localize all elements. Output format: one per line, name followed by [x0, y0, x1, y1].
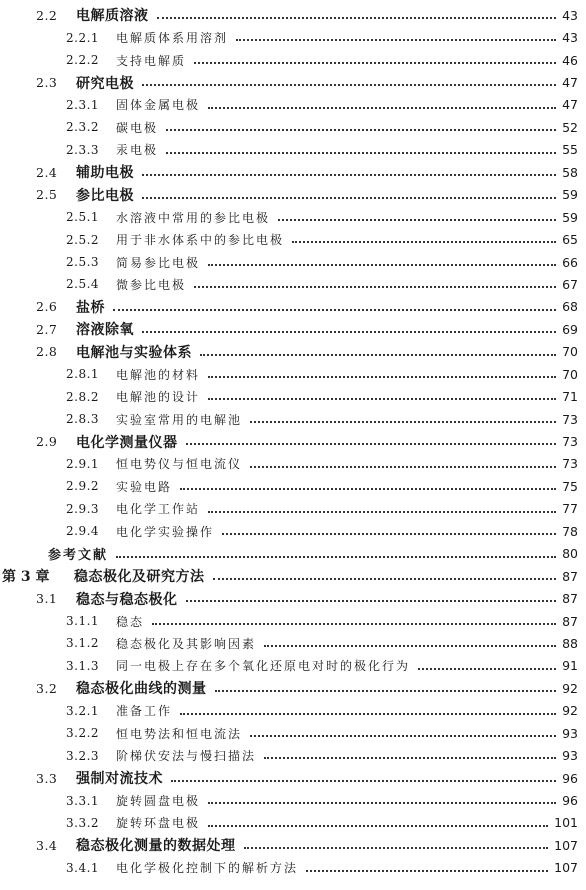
toc-entry — [0, 161, 586, 183]
toc-leader-dots — [180, 488, 556, 490]
toc-entry — [0, 184, 586, 206]
toc-entry-number: 2.8.2 — [66, 389, 100, 404]
toc-leader-dots — [166, 152, 556, 154]
toc-entry-page: 101 — [554, 815, 578, 831]
toc-entry-page: 70 — [562, 344, 578, 360]
toc-entry-number: 2.9.2 — [66, 479, 100, 494]
toc-entry — [0, 610, 586, 632]
toc-entry — [0, 318, 586, 340]
toc-entry-title: 稳态极化及研究方法 — [74, 569, 205, 586]
toc-entry-number: 3.4.1 — [66, 860, 100, 875]
toc-entry — [0, 543, 586, 565]
toc-entry-page: 67 — [562, 276, 578, 292]
toc-entry — [0, 71, 586, 93]
toc-entry-title: 盐桥 — [76, 299, 105, 316]
toc-entry — [0, 857, 586, 879]
toc-entry-number: 2.5 — [36, 187, 58, 203]
toc-entry-page: 43 — [562, 7, 578, 23]
toc-entry-page: 69 — [562, 321, 578, 337]
toc-entry-title: 电解池的设计 — [116, 390, 201, 405]
toc-entry-title: 研究电极 — [76, 75, 134, 92]
toc-entry-page: 78 — [562, 523, 578, 539]
toc-entry — [0, 26, 586, 48]
toc-entry-title: 水溶液中常用的参比电极 — [116, 210, 271, 225]
toc-entry — [0, 789, 586, 811]
toc-leader-dots — [236, 39, 556, 41]
toc-leader-dots — [264, 757, 556, 759]
toc-entry — [0, 834, 586, 856]
toc-leader-dots — [208, 107, 556, 109]
toc-entry-page: 96 — [562, 770, 578, 786]
toc-leader-dots — [213, 578, 557, 580]
toc-entry — [0, 430, 586, 452]
toc-entry-title: 电解池与实验体系 — [76, 344, 192, 361]
toc-entry-title: 电化学工作站 — [116, 502, 201, 517]
toc-entry-title: 汞电极 — [116, 143, 159, 158]
toc-entry-number: 3.3.1 — [66, 793, 100, 808]
toc-entry-number: 2.2 — [36, 7, 58, 23]
toc-entry-page: 73 — [562, 411, 578, 427]
toc-entry-number: 3.2.3 — [66, 748, 100, 763]
toc-entry-number: 3.1.1 — [66, 614, 100, 629]
toc-leader-dots — [250, 421, 556, 423]
toc-leader-dots — [186, 443, 557, 445]
toc-entry-number: 2.9.3 — [66, 501, 100, 516]
toc-entry-page: 107 — [554, 860, 578, 876]
toc-entry-title: 实验电路 — [116, 479, 173, 494]
toc-entry-title: 阶梯伏安法与慢扫描法 — [116, 749, 257, 764]
toc-leader-dots — [194, 286, 556, 288]
toc-entry-page: 73 — [562, 456, 578, 472]
toc-entry-title: 电化学测量仪器 — [76, 434, 178, 451]
toc-entry-page: 92 — [562, 680, 578, 696]
toc-leader-dots — [171, 780, 556, 782]
toc-entry-page: 65 — [562, 232, 578, 248]
toc-entry-title: 稳态极化及其影响因素 — [116, 636, 257, 651]
toc-leader-dots — [292, 241, 556, 243]
toc-entry-number: 2.8.1 — [66, 367, 100, 382]
toc-leader-dots — [142, 84, 556, 86]
toc-entry-number: 3.3.2 — [66, 815, 100, 830]
toc-leader-dots — [194, 62, 556, 64]
toc-entry — [0, 700, 586, 722]
toc-entry-title: 电化学极化控制下的解析方法 — [116, 861, 299, 876]
toc-entry — [0, 363, 586, 385]
toc-leader-dots — [116, 556, 556, 558]
toc-entry — [0, 722, 586, 744]
toc-entry-page: 46 — [562, 52, 578, 68]
toc-leader-dots — [142, 197, 556, 199]
toc-entry — [0, 94, 586, 116]
toc-entry — [0, 4, 586, 26]
toc-entry-title: 稳态 — [116, 614, 145, 629]
toc-entry — [0, 655, 586, 677]
toc-entry-page: 59 — [562, 187, 578, 203]
toc-entry-title: 参比电极 — [76, 187, 134, 204]
toc-entry — [0, 296, 586, 318]
toc-entry-number: 3.1 — [36, 591, 58, 607]
toc-entry-number: 2.3.2 — [66, 120, 100, 135]
toc-leader-dots — [142, 331, 556, 333]
toc-entry-number: 2.3.3 — [66, 142, 100, 157]
toc-leader-dots — [200, 354, 556, 356]
toc-entry-page: 70 — [562, 366, 578, 382]
toc-entry — [0, 520, 586, 542]
toc-entry-page: 91 — [562, 658, 578, 674]
toc-entry-title: 准备工作 — [116, 704, 173, 719]
toc-leader-dots — [418, 668, 556, 670]
toc-entry — [0, 408, 586, 430]
toc-entry-number: 2.3.1 — [66, 97, 100, 112]
toc-entry-number: 3.2.2 — [66, 726, 100, 741]
toc-leader-dots — [306, 870, 548, 872]
toc-entry-page: 71 — [562, 389, 578, 405]
toc-entry-number: 2.9.1 — [66, 456, 100, 471]
toc-entry-title: 恒电势仪与恒电流仪 — [116, 457, 243, 472]
toc-leader-dots — [222, 533, 556, 535]
toc-entry-number: 2.4 — [36, 164, 58, 180]
toc-leader-dots — [208, 802, 556, 804]
toc-entry — [0, 139, 586, 161]
toc-entry-title: 固体金属电极 — [116, 98, 201, 113]
toc-entry-page: 66 — [562, 254, 578, 270]
toc-leader-dots — [166, 129, 556, 131]
toc-leader-dots — [152, 623, 556, 625]
toc-entry — [0, 341, 586, 363]
toc-leader-dots — [264, 645, 556, 647]
toc-entry-page: 80 — [562, 546, 578, 562]
table-of-contents — [0, 4, 586, 879]
toc-entry — [0, 251, 586, 273]
toc-entry — [0, 228, 586, 250]
toc-entry-title: 电解质溶液 — [76, 8, 149, 25]
toc-entry-page: 73 — [562, 434, 578, 450]
toc-entry-page: 93 — [562, 748, 578, 764]
toc-entry-page: 87 — [562, 613, 578, 629]
toc-entry-page: 92 — [562, 703, 578, 719]
toc-entry-number: 2.2.1 — [66, 30, 100, 45]
toc-entry — [0, 744, 586, 766]
toc-entry — [0, 49, 586, 71]
toc-entry-title: 用于非水体系中的参比电极 — [116, 233, 285, 248]
toc-entry-page: 52 — [562, 119, 578, 135]
toc-entry — [0, 453, 586, 475]
toc-entry-page: 107 — [554, 837, 578, 853]
toc-entry-number: 2.5.4 — [66, 277, 100, 292]
toc-entry-page: 58 — [562, 164, 578, 180]
toc-entry-title: 简易参比电极 — [116, 255, 201, 270]
toc-leader-dots — [180, 713, 556, 715]
toc-entry-page: 96 — [562, 793, 578, 809]
toc-entry-number: 3.1.3 — [66, 658, 100, 673]
toc-entry-number: 2.8.3 — [66, 412, 100, 427]
toc-leader-dots — [215, 690, 557, 692]
toc-entry-page: 55 — [562, 142, 578, 158]
toc-entry-title: 微参比电极 — [116, 277, 187, 292]
toc-entry — [0, 565, 586, 587]
toc-entry-title: 旋转圆盘电极 — [116, 794, 201, 809]
toc-entry-number: 3.2 — [36, 680, 58, 696]
toc-entry — [0, 632, 586, 654]
toc-entry-number: 第 3 章 — [2, 569, 50, 586]
toc-entry — [0, 206, 586, 228]
toc-entry — [0, 385, 586, 407]
toc-entry — [0, 273, 586, 295]
toc-entry-title: 参考文献 — [48, 548, 109, 564]
toc-entry — [0, 812, 586, 834]
toc-entry-page: 87 — [562, 568, 578, 584]
toc-entry — [0, 475, 586, 497]
toc-entry-title: 辅助电极 — [76, 165, 134, 182]
toc-entry-page: 59 — [562, 209, 578, 225]
toc-leader-dots — [142, 174, 556, 176]
toc-entry-page: 77 — [562, 501, 578, 517]
toc-entry-title: 稳态极化曲线的测量 — [76, 681, 207, 698]
toc-leader-dots — [208, 825, 548, 827]
toc-entry-number: 3.2.1 — [66, 703, 100, 718]
toc-leader-dots — [250, 466, 556, 468]
toc-entry-number: 2.6 — [36, 299, 58, 315]
toc-entry-title: 旋转环盘电极 — [116, 816, 201, 831]
toc-entry-number: 2.5.3 — [66, 255, 100, 270]
toc-entry-number: 2.8 — [36, 344, 58, 360]
toc-entry-page: 75 — [562, 478, 578, 494]
toc-leader-dots — [208, 376, 556, 378]
toc-entry-number: 2.7 — [36, 321, 58, 337]
toc-leader-dots — [186, 600, 557, 602]
toc-entry-title: 电化学实验操作 — [116, 524, 215, 539]
toc-leader-dots — [250, 735, 556, 737]
toc-entry-number: 2.3 — [36, 75, 58, 91]
toc-entry-page: 43 — [562, 30, 578, 46]
toc-entry-title: 实验室常用的电解池 — [116, 412, 243, 427]
toc-entry-title: 溶液除氧 — [76, 322, 134, 339]
toc-entry-number: 2.5.2 — [66, 232, 100, 247]
toc-entry — [0, 116, 586, 138]
toc-leader-dots — [113, 309, 556, 311]
toc-entry-title: 强制对流技术 — [76, 771, 163, 788]
toc-entry-number: 2.2.2 — [66, 53, 100, 68]
toc-entry — [0, 498, 586, 520]
toc-leader-dots — [244, 847, 549, 849]
toc-entry-title: 同一电极上存在多个氧化还原电对时的极化行为 — [116, 659, 411, 674]
toc-entry-number: 2.5.1 — [66, 210, 100, 225]
toc-entry-number: 2.9 — [36, 434, 58, 450]
toc-entry-title: 电解质体系用溶剂 — [116, 31, 229, 46]
toc-entry-title: 稳态极化测量的数据处理 — [76, 838, 236, 855]
toc-entry-title: 恒电势法和恒电流法 — [116, 726, 243, 741]
toc-entry-number: 2.9.4 — [66, 524, 100, 539]
toc-entry-number: 3.1.2 — [66, 636, 100, 651]
toc-entry-title: 支持电解质 — [116, 53, 187, 68]
toc-entry-page: 87 — [562, 591, 578, 607]
toc-leader-dots — [157, 17, 557, 19]
toc-entry-page: 93 — [562, 725, 578, 741]
toc-entry-page: 47 — [562, 75, 578, 91]
toc-entry — [0, 767, 586, 789]
toc-entry-number: 3.3 — [36, 770, 58, 786]
toc-leader-dots — [278, 219, 556, 221]
toc-leader-dots — [208, 511, 556, 513]
toc-entry-title: 碳电极 — [116, 120, 159, 135]
toc-leader-dots — [208, 398, 556, 400]
toc-leader-dots — [208, 264, 556, 266]
toc-entry-page: 47 — [562, 97, 578, 113]
toc-entry-title: 稳态与稳态极化 — [76, 591, 178, 608]
toc-entry-title: 电解池的材料 — [116, 367, 201, 382]
toc-entry-number: 3.4 — [36, 837, 58, 853]
toc-entry — [0, 677, 586, 699]
toc-entry-page: 68 — [562, 299, 578, 315]
toc-entry — [0, 587, 586, 609]
toc-entry-page: 88 — [562, 635, 578, 651]
